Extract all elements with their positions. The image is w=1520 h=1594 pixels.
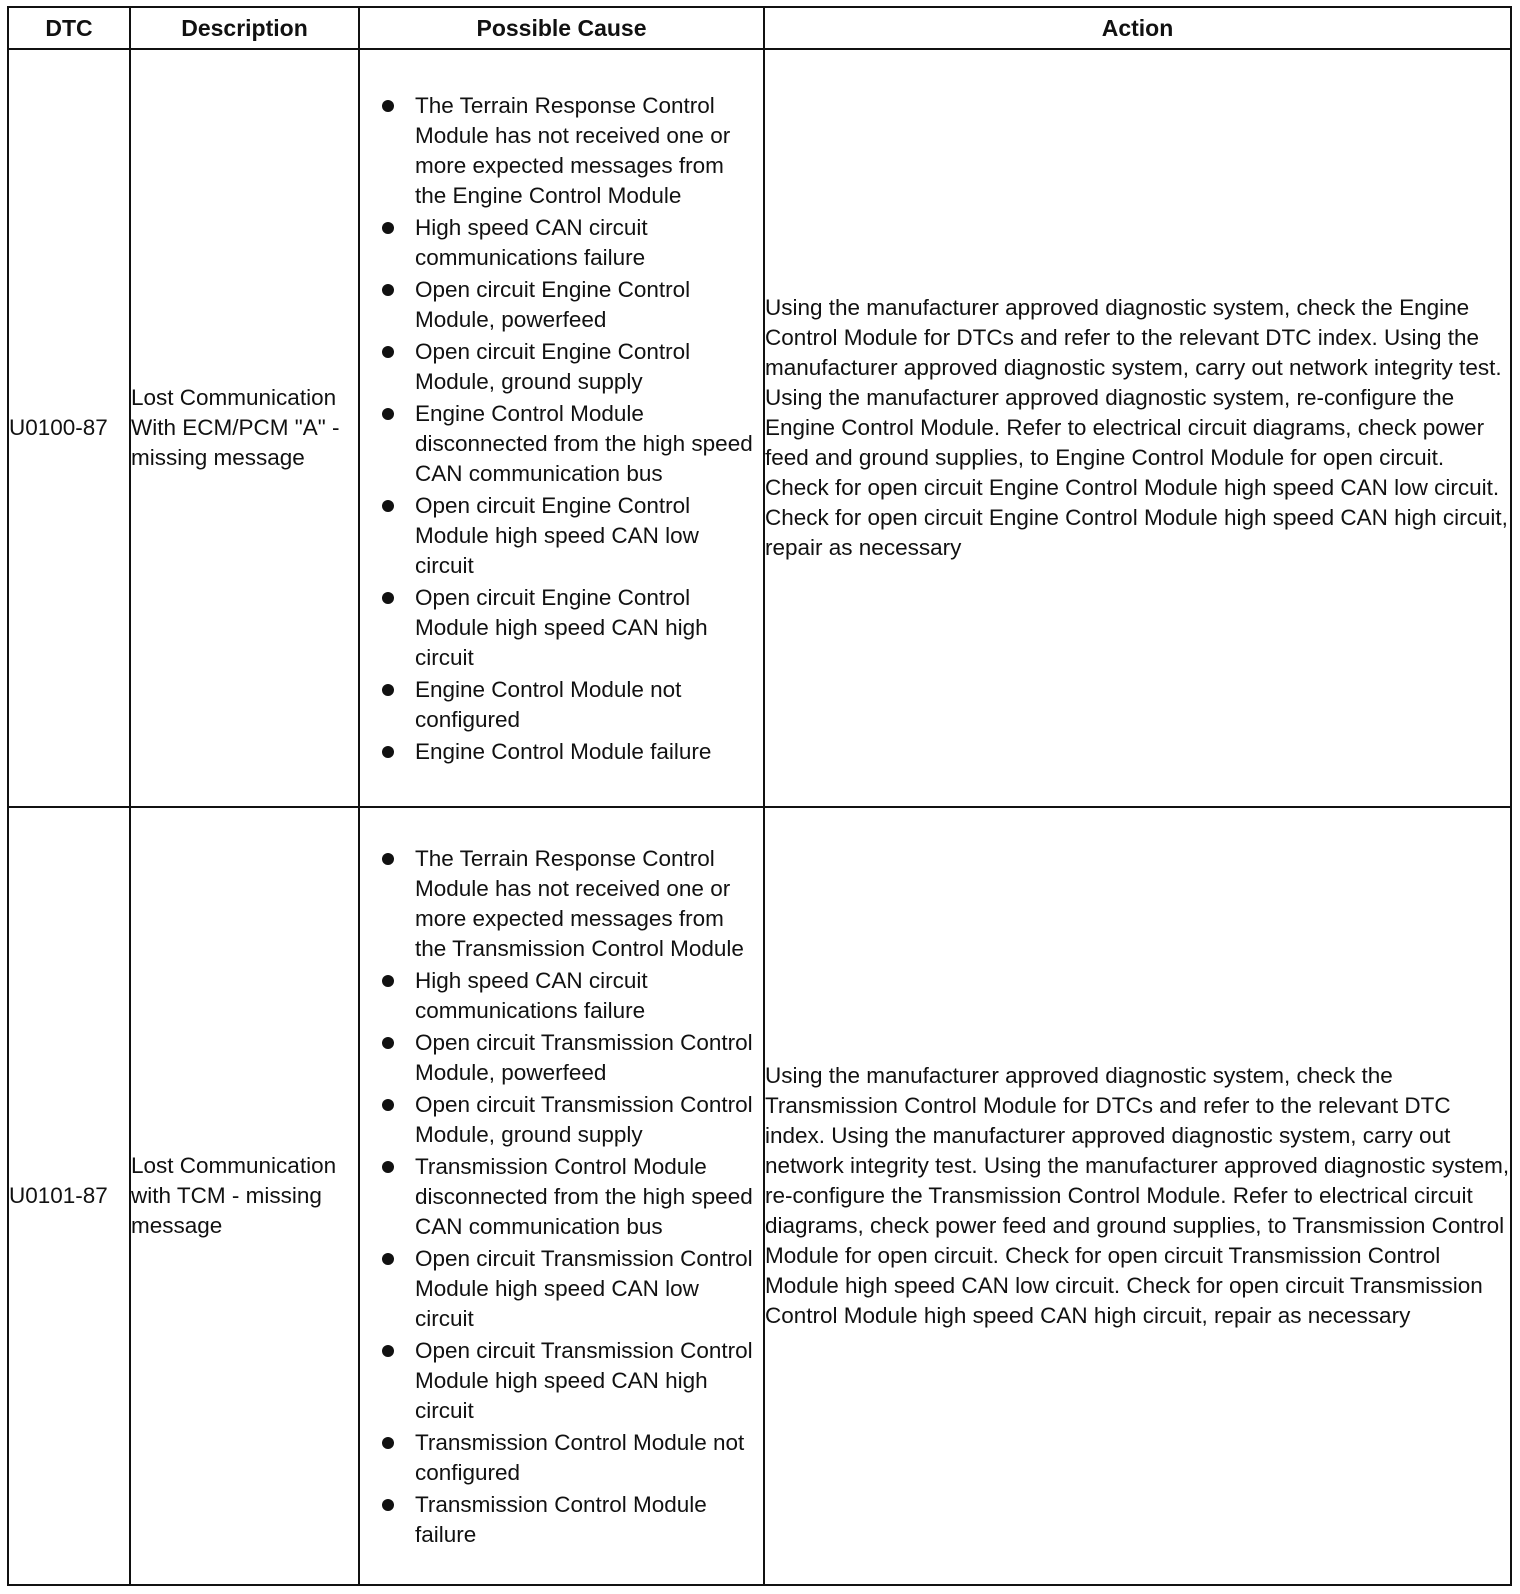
table-row [8, 49, 1511, 807]
cause-list [360, 838, 763, 1554]
cause-item: Transmission Control Module failure [360, 1490, 759, 1550]
bullet-icon [382, 346, 394, 358]
cause-item: High speed CAN circuit communications failure [360, 213, 759, 273]
dtc-description: Lost Communication With ECM/PCM "A" - missing message [130, 49, 359, 807]
bullet-icon [382, 1499, 394, 1511]
cause-item: Open circuit Engine Control Module, powerfeed [360, 275, 759, 335]
header-possible-cause: Possible Cause [359, 7, 764, 49]
cause-item: Transmission Control Module disconnected from the high speed CAN communication bus [360, 1152, 759, 1242]
bullet-icon [382, 284, 394, 296]
cause-item: Open circuit Engine Control Module high speed CAN low circuit [360, 491, 759, 581]
cause-item: The Terrain Response Control Module has not received one or more expected messages from the Engine Control Module [360, 91, 759, 211]
bullet-icon [382, 746, 394, 758]
bullet-icon [382, 975, 394, 987]
possible-causes [359, 49, 764, 807]
bullet-icon [382, 1161, 394, 1173]
bullet-icon [382, 1099, 394, 1111]
cause-item: High speed CAN circuit communications failure [360, 966, 759, 1026]
header-dtc: DTC [8, 7, 130, 49]
cause-item: Engine Control Module failure [360, 737, 759, 767]
cause-item: Open circuit Transmission Control Module, ground supply [360, 1090, 759, 1150]
header-action: Action [764, 7, 1511, 49]
header-row [8, 7, 1511, 49]
cause-list [360, 85, 763, 771]
dtc-action: Using the manufacturer approved diagnostic system, check the Engine Control Module for DTCs and refer to the relevant DTC index. Using the manufacturer approved diagnostic system, carry out network integrity test. Using the manufacturer approved diagnostic system, re-configure the Engine Control Module. Refer to electrical circuit diagrams, check power feed and ground supplies, to Engine Control Module for open circuit. Check for open circuit Engine Control Module high speed CAN low circuit. Check for open circuit Engine Control Module high speed CAN high circuit, repair as necessary [764, 49, 1511, 807]
bullet-icon [382, 684, 394, 696]
cause-item: Open circuit Engine Control Module, ground supply [360, 337, 759, 397]
cause-item: Engine Control Module not configured [360, 675, 759, 735]
dtc-code: U0100-87 [8, 49, 130, 807]
bullet-icon [382, 1437, 394, 1449]
bullet-icon [382, 100, 394, 112]
cause-item: Open circuit Transmission Control Module, powerfeed [360, 1028, 759, 1088]
bullet-icon [382, 592, 394, 604]
cause-item: Open circuit Transmission Control Module high speed CAN low circuit [360, 1244, 759, 1334]
table-row [8, 807, 1511, 1585]
possible-causes [359, 807, 764, 1585]
cause-item: The Terrain Response Control Module has not received one or more expected messages from the Transmission Control Module [360, 844, 759, 964]
dtc-description: Lost Communication with TCM - missing message [130, 807, 359, 1585]
bullet-icon [382, 853, 394, 865]
dtc-table [7, 6, 1512, 1586]
bullet-icon [382, 1345, 394, 1357]
cause-item: Open circuit Engine Control Module high speed CAN high circuit [360, 583, 759, 673]
dtc-action: Using the manufacturer approved diagnostic system, check the Transmission Control Module for DTCs and refer to the relevant DTC index. Using the manufacturer approved diagnostic system, carry out network integrity test. Using the manufacturer approved diagnostic system, re-configure the Transmission Control Module. Refer to electrical circuit diagrams, check power feed and ground supplies, to Transmission Control Module for open circuit. Check for open circuit Transmission Control Module high speed CAN low circuit. Check for open circuit Transmission Control Module high speed CAN high circuit, repair as necessary [764, 807, 1511, 1585]
cause-item: Engine Control Module disconnected from the high speed CAN communication bus [360, 399, 759, 489]
bullet-icon [382, 408, 394, 420]
bullet-icon [382, 222, 394, 234]
header-description: Description [130, 7, 359, 49]
dtc-code: U0101-87 [8, 807, 130, 1585]
cause-item: Transmission Control Module not configured [360, 1428, 759, 1488]
bullet-icon [382, 500, 394, 512]
bullet-icon [382, 1253, 394, 1265]
cause-item: Open circuit Transmission Control Module high speed CAN high circuit [360, 1336, 759, 1426]
bullet-icon [382, 1037, 394, 1049]
